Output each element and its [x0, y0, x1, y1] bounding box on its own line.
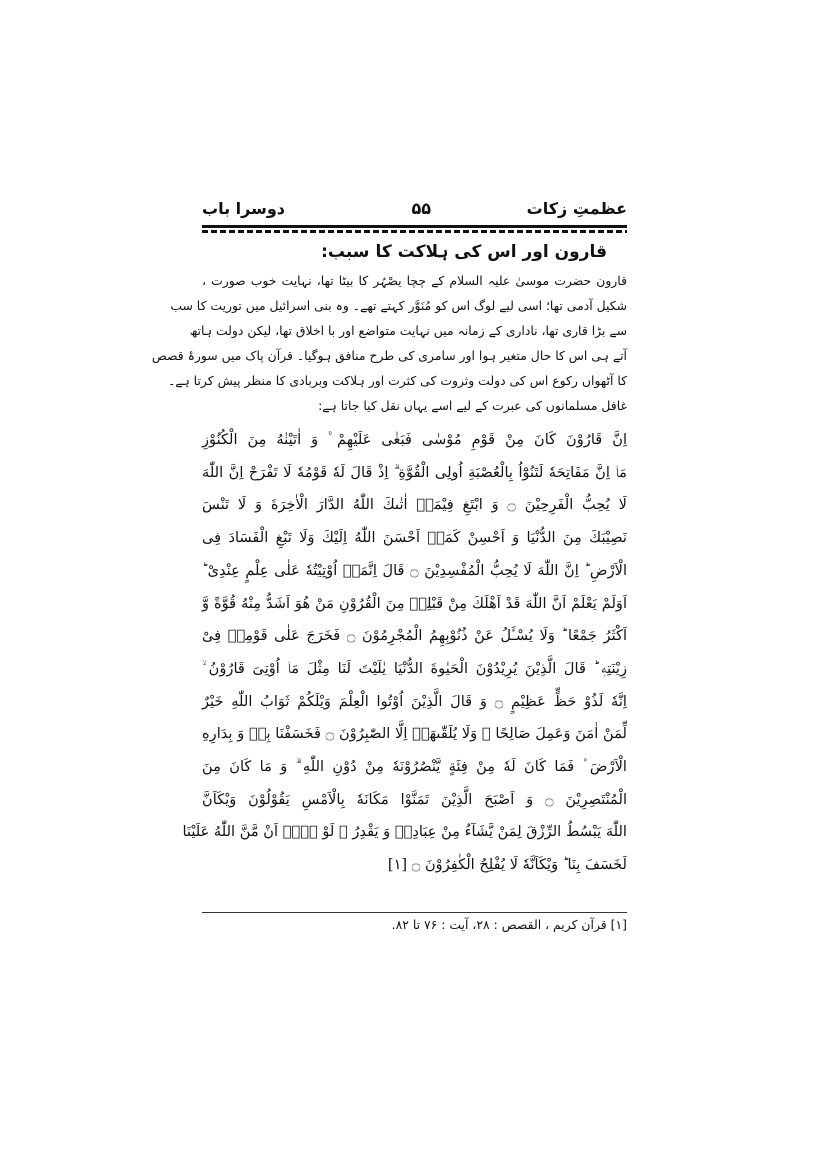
quran-line: لَخَسَفَ بِنَا ؕ وَيْكَاَنَّهٗ لَا يُفْلِحُ الْكٰفِرُوْنَ ۝ [۱]: [387, 856, 627, 874]
prose-line: غافل مسلمانوں کی عبرت کے لیے اسے یہاں نقل کیا جاتا ہے:: [318, 398, 627, 413]
header-dotted-rule: [202, 230, 627, 233]
quran-line: زِيْنَتِهٖ ؕ قَالَ الَّذِيْنَ يُرِيْدُوْنَ الْحَيٰوةَ الدُّنْيَا يٰلَيْتَ لَنَا مِثْلَ مَاۤ اُوْتِىَ قَارُوْنُ ۙ: [202, 659, 627, 677]
quran-line: الْاَرْضَ ۫ فَمَا كَانَ لَهٗ مِنْ فِئَةٍ يَّنْصُرُوْنَهٗ مِنْ دُوْنِ اللّٰهِ ۗ وَ مَا كَانَ مِنَ: [202, 758, 627, 776]
chapter-title: دوسرا باب: [202, 199, 285, 218]
section-heading: قارون اور اس کی ہلاکت کا سبب:: [321, 242, 607, 262]
quran-line: اَوَلَمْ يَعْلَمْ اَنَّ اللّٰهَ قَدْ اَهْلَكَ مِنْ قَبْلِهٖ مِنَ الْقُرُوْنِ مَنْ هُوَ اَشَدُّ مِنْهُ قُوَّةً وَّ: [202, 594, 627, 612]
quran-line: الْاَرْضِ ؕ اِنَّ اللّٰهَ لَا يُحِبُّ الْمُفْسِدِيْنَ ۝ قَالَ اِنَّمَاۤ اُوْتِيْتُهٗ عَلٰى عِلْمٍ عِنْدِىْ ؕ: [202, 561, 628, 579]
prose-paragraph: [151, 268, 627, 418]
quran-line: الْمُنْتَصِرِيْنَ ۝ وَ اَصْبَحَ الَّذِيْنَ تَمَنَّوْا مَكَانَهٗ بِالْاَمْسِ يَقُوْلُوْنَ وَيْكَاَنَّ: [202, 790, 627, 808]
prose-line: کا آٹھواں رکوع اس کی دولت وثروت کی کثرت اور ہلاکت وبربادی کا منظر پیش کرتا ہے۔: [167, 373, 627, 388]
header-rule: [202, 225, 627, 228]
prose-line: قارون حضرت موسیٰ علیہ السلام کے چچا یصْہُر کا بیٹا تھا، نہایت خوب صورت ،: [202, 273, 627, 288]
prose-line: آتے ہی اس کا حال متغیر ہوا اور سامری کی طرح منافق ہوگیا۔ قرآن پاک میں سورۂ قصص: [151, 348, 627, 363]
quran-line: لَا يُحِبُّ الْفَرِحِيْنَ ۝ وَ ابْتَغِ فِيْمَاۤ اٰتٰىكَ اللّٰهُ الدَّارَ الْاٰخِرَةَ وَ لَا تَنْسَ: [202, 496, 627, 514]
quran-line: لِّمَنْ اٰمَنَ وَعَمِلَ صَالِحًا ۚ وَلَا يُلَقّٰىهَاۤ اِلَّا الصّٰبِرُوْنَ ۝ فَخَسَفْنَا بِهٖ وَ بِدَارِهِ: [202, 725, 627, 743]
quran-line: اَكْثَرُ جَمْعًا ؕ وَلَا يُسْـَٔلُ عَنْ ذُنُوْبِهِمُ الْمُجْرِمُوْنَ ۝ فَخَرَجَ عَلٰى قَوْمِهٖ فِىْ: [202, 627, 627, 645]
footnote: [۱] قرآن کریم ، القصص : ۲۸، آیت : ۷۶ تا ۸۲.: [391, 917, 627, 932]
quran-line: مَاۤ اِنَّ مَفَاتِحَهٗ لَتَنُوْٓاُ بِالْعُصْبَةِ اُولِى الْقُوَّةِ ۗ اِذْ قَالَ لَهٗ قَوْمُهٗ لَا تَفْرَحْ اِنَّ اللّٰهَ: [202, 463, 627, 481]
page-header: [202, 197, 627, 223]
quran-passage: [182, 424, 628, 882]
page-body: [151, 236, 628, 882]
footnote-rule: [202, 912, 627, 913]
prose-line: شکیل آدمی تھا؛ اسی لیے لوگ اس کو مُنَوَّر کہتے تھے۔ وہ بنی اسرائیل میں توریت کا سب: [170, 298, 627, 313]
quran-line: اِنَّهٗ لَذُوْ حَظٍّ عَظِيْمٍ ۝ وَ قَالَ الَّذِيْنَ اُوْتُوا الْعِلْمَ وَيْلَكُمْ ثَوَابُ اللّٰهِ خَيْرٌ: [202, 692, 627, 710]
quran-line: نَصِيْبَكَ مِنَ الدُّنْيَا وَ اَحْسِنْ كَمَاۤ اَحْسَنَ اللّٰهُ اِلَيْكَ وَلَا تَبْغِ الْفَسَادَ فِى: [202, 529, 627, 547]
quran-line: اِنَّ قَارُوْنَ كَانَ مِنْ قَوْمِ مُوْسٰى فَبَغٰى عَلَيْهِمْ ۠ وَ اٰتَيْنٰهُ مِنَ الْكُنُوْزِ: [202, 431, 627, 448]
prose-line: سے بڑا قاری تھا، ناداری کے زمانہ میں نہایت متواضع اور با اخلاق تھا، لیکن دولت ہاتھ: [189, 323, 627, 338]
book-title: عظمتِ زکات: [526, 199, 627, 218]
page-number: ۵۵: [411, 199, 431, 218]
quran-line: اللّٰهَ يَبْسُطُ الرِّزْقَ لِمَنْ يَّشَآءُ مِنْ عِبَادِهٖ وَ يَقْدِرُ ۚ لَوْ لَاۤ اَنْ مَّنَّ اللّٰهُ عَلَيْنَا: [182, 823, 627, 841]
